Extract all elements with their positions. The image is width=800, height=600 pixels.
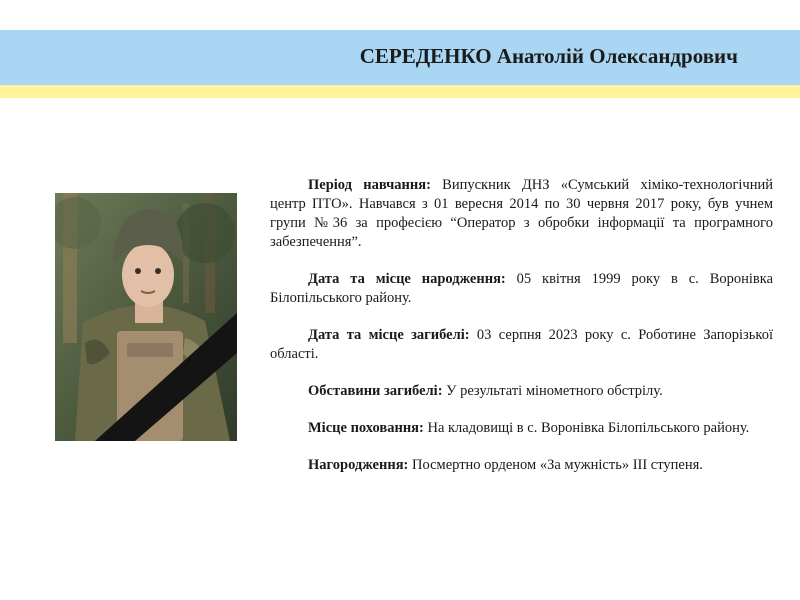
soldier-portrait-photo-icon bbox=[55, 193, 237, 441]
info-section bbox=[270, 176, 773, 493]
death-circumstances bbox=[270, 382, 773, 401]
birth-info bbox=[270, 270, 773, 308]
death-info bbox=[270, 326, 773, 364]
death-circumstances-label: Обставини загибелі: bbox=[308, 383, 443, 399]
awards bbox=[270, 456, 773, 475]
page-title: СЕРЕДЕНКО Анатолій Олександрович bbox=[359, 44, 738, 68]
education-period-label: Період навчання: bbox=[308, 177, 431, 193]
death-info-text: 03 серпня 2023 року с. Роботине Запорізької області. bbox=[270, 327, 773, 362]
portrait-photo bbox=[55, 193, 237, 441]
death-circumstances-text: У результаті мінометного обстрілу. bbox=[442, 383, 663, 399]
education-period-text: Випускник ДНЗ «Сумський хіміко-технологічний центр ПТО». Навчався з 01 вересня 2014 по 30 червня 2017 року, був учнем групи №36 за професією “Оператор з обробки інформації та програмного забезпечення”. bbox=[270, 177, 773, 250]
awards-text: Посмертно орденом «За мужність» III ступеня. bbox=[408, 457, 703, 473]
birth-info-text: 05 квітня 1999 року в с. Воронівка Білопільського району. bbox=[270, 271, 774, 306]
death-info-label: Дата та місце загибелі: bbox=[308, 327, 470, 343]
birth-info-label: Дата та місце народження: bbox=[308, 271, 506, 287]
education-period bbox=[270, 176, 773, 252]
burial-place-label: Місце поховання: bbox=[308, 420, 424, 436]
burial-place-text: На кладовищі в с. Воронівка Білопільського району. bbox=[423, 420, 750, 436]
burial-place bbox=[270, 419, 773, 438]
awards-label: Нагородження: bbox=[308, 457, 409, 473]
yellow-stripe bbox=[0, 85, 800, 98]
